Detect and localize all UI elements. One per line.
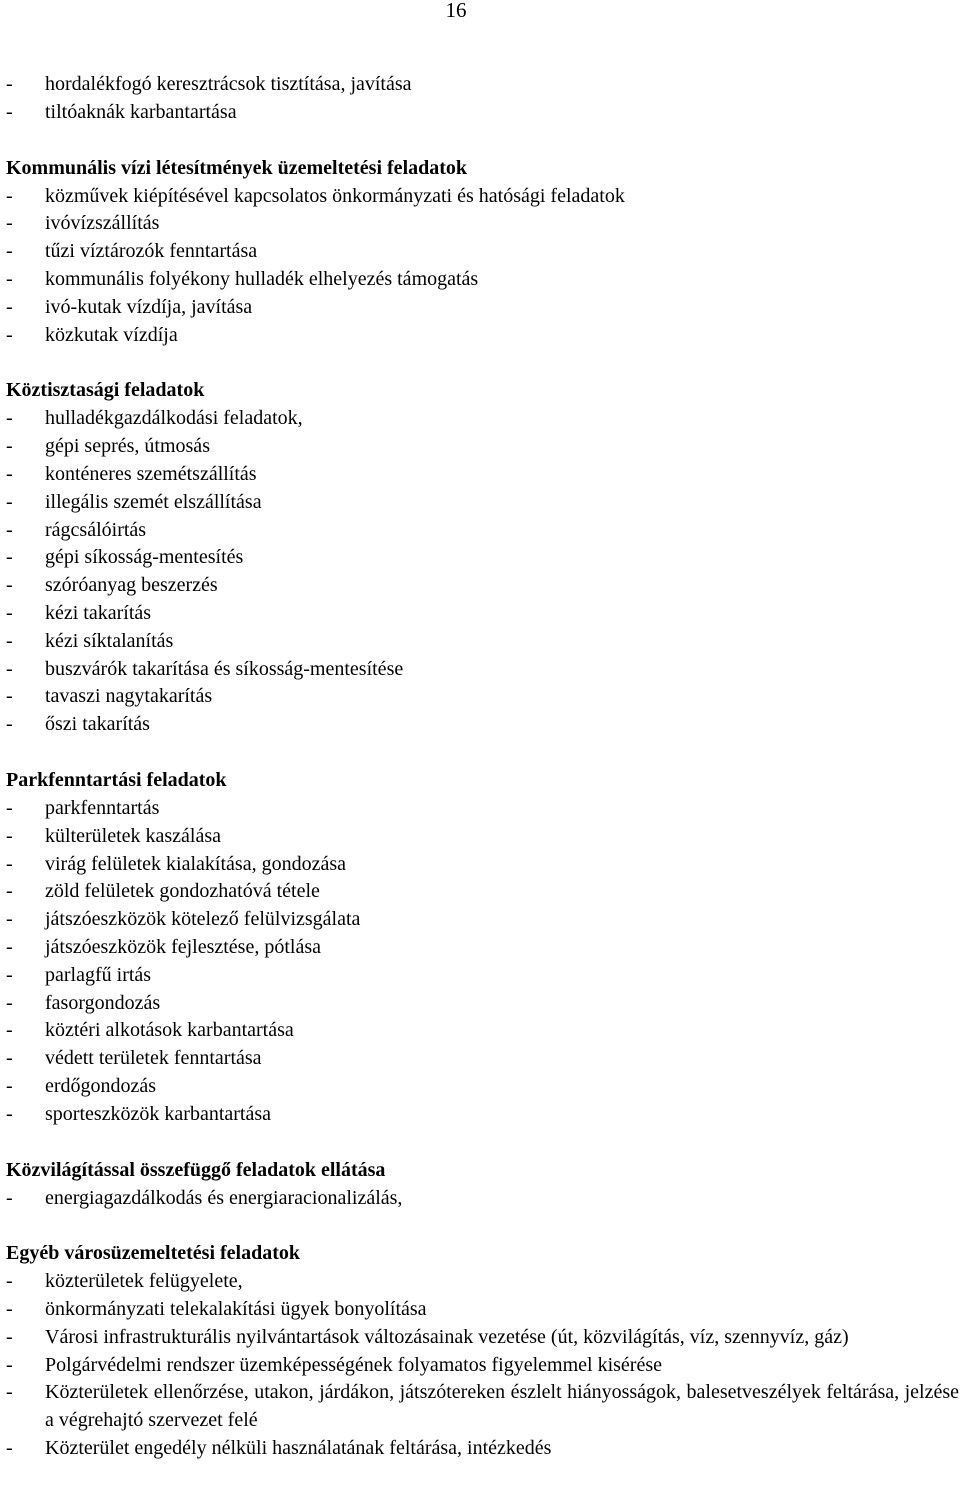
section-list	[6, 405, 959, 739]
list-item: - kommunális folyékony hulladék elhelyezés támogatás	[6, 266, 959, 294]
list-item: - energiagazdálkodás és energiaracionalizálás,	[6, 1185, 959, 1213]
list-item: - közművek kiépítésével kapcsolatos önkormányzati és hatósági feladatok	[6, 183, 959, 211]
list-item: - tiltóaknák karbantartása	[6, 99, 959, 127]
section-list	[6, 795, 959, 1129]
list-item: - Közterület engedély nélküli használatának feltárása, intézkedés	[6, 1435, 959, 1463]
list-item: - parkfenntartás	[6, 795, 959, 823]
list-item: - önkormányzati telekalakítási ügyek bonyolítása	[6, 1296, 959, 1324]
list-item: - közkutak vízdíja	[6, 322, 959, 350]
section	[6, 739, 959, 1129]
list-item: - hulladékgazdálkodási feladatok,	[6, 405, 959, 433]
section	[6, 127, 959, 350]
list-item: - ivó-kutak vízdíja, javítása	[6, 294, 959, 322]
section-title: Kommunális vízi létesítmények üzemeltetési feladatok	[6, 156, 468, 179]
section	[6, 1212, 959, 1463]
list-item: - köztéri alkotások karbantartása	[6, 1017, 959, 1045]
section-title: Köztisztasági feladatok	[6, 379, 205, 402]
list-item: - zöld felületek gondozhatóvá tétele	[6, 878, 959, 906]
list-item: - játszóeszközök kötelező felülvizsgálata	[6, 906, 959, 934]
section-list	[6, 183, 959, 350]
list-item: - védett területek fenntartása	[6, 1045, 959, 1073]
list-item: - szóróanyag beszerzés	[6, 572, 959, 600]
section	[6, 1129, 959, 1213]
section-title: Közvilágítással összefüggő feladatok ellátása	[6, 1158, 386, 1181]
list-item: - erdőgondozás	[6, 1073, 959, 1101]
section-list	[6, 1268, 959, 1463]
section-title: Egyéb városüzemeltetési feladatok	[6, 1242, 301, 1265]
list-item: - konténeres szemétszállítás	[6, 461, 959, 489]
section-title: Parkfenntartási feladatok	[6, 768, 227, 791]
list-item: - Közterületek ellenőrzése, utakon, járdákon, játszótereken észlelt hiányosságok, balesetveszélyek feltárása, jelzése a végrehajtó szervezet felé	[6, 1379, 959, 1435]
section	[6, 349, 959, 739]
list-item: - Polgárvédelmi rendszer üzemképességének folyamatos figyelemmel kisérése	[6, 1352, 959, 1380]
list-item: - parlagfű irtás	[6, 962, 959, 990]
list-item: - ivóvízszállítás	[6, 210, 959, 238]
list-item: - illegális szemét elszállítása	[6, 489, 959, 517]
list-item: - tűzi víztározók fenntartása	[6, 238, 959, 266]
list-item: - gépi síkosság-mentesítés	[6, 544, 959, 572]
list-item: - virág felületek kialakítása, gondozása	[6, 851, 959, 879]
list-item: - közterületek felügyelete,	[6, 1268, 959, 1296]
list-item: - tavaszi nagytakarítás	[6, 683, 959, 711]
list-item: - Városi infrastrukturális nyilvántartások változásainak vezetése (út, közvilágítás, víz, szennyvíz, gáz)	[6, 1324, 959, 1352]
list-item: - rágcsálóirtás	[6, 517, 959, 545]
list-item: - külterületek kaszálása	[6, 823, 959, 851]
document-body	[6, 71, 959, 1463]
list-item: - fasorgondozás	[6, 990, 959, 1018]
list-item: - játszóeszközök fejlesztése, pótlása	[6, 934, 959, 962]
list-item: - őszi takarítás	[6, 711, 959, 739]
section-list	[6, 1185, 959, 1213]
list-item: - buszvárók takarítása és síkosság-mentesítése	[6, 656, 959, 684]
list-item: - hordalékfogó keresztrácsok tisztítása, javítása	[6, 71, 959, 99]
list-item: - kézi takarítás	[6, 600, 959, 628]
list-item: - gépi seprés, útmosás	[6, 433, 959, 461]
list-item: - sporteszközök karbantartása	[6, 1101, 959, 1129]
page-number: 16	[445, 0, 467, 22]
sections-container	[6, 127, 959, 1463]
intro-list	[6, 71, 959, 127]
list-item: - kézi síktalanítás	[6, 628, 959, 656]
